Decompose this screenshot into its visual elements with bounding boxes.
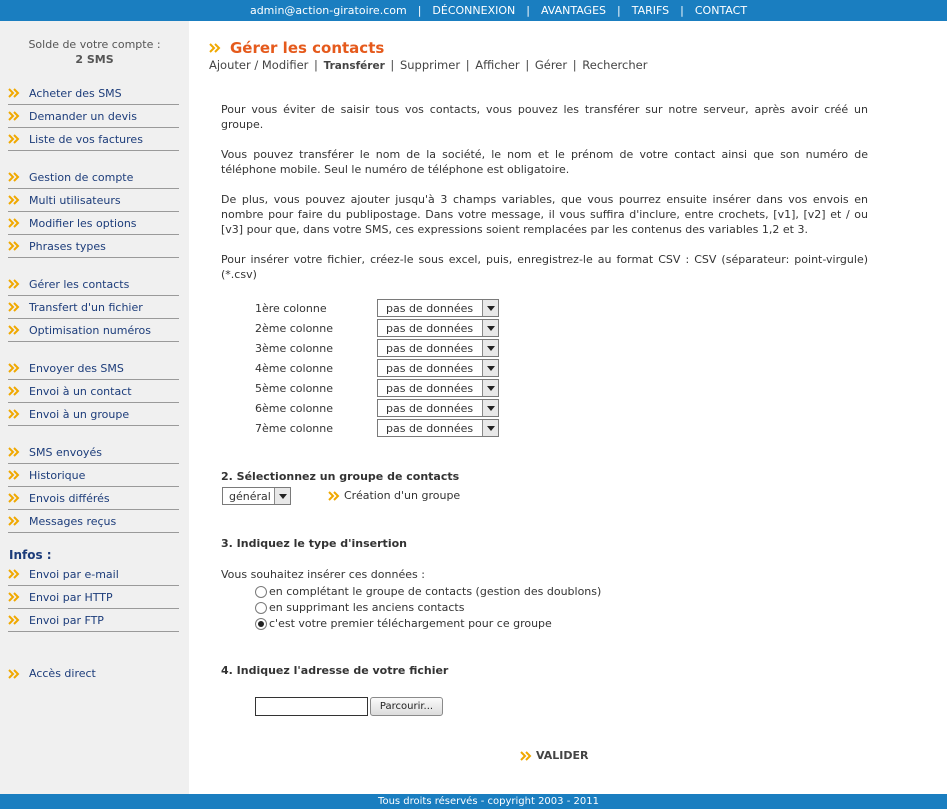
balance-label: Solde de votre compte :	[28, 38, 161, 51]
separator: |	[417, 4, 422, 17]
sidebar-item-label: Gérer les contacts	[29, 277, 130, 291]
double-chevron-icon	[8, 493, 21, 503]
sidebar-item-label: Acheter des SMS	[29, 86, 122, 100]
double-chevron-icon	[8, 569, 21, 579]
double-chevron-icon	[8, 241, 21, 251]
separator: |	[314, 58, 318, 72]
double-chevron-icon	[8, 386, 21, 396]
column-select-value: pas de données	[386, 301, 474, 315]
balance-value: 2 SMS	[75, 53, 114, 66]
insertion-option[interactable]	[255, 617, 552, 630]
validate-label: VALIDER	[536, 749, 589, 762]
sidebar	[0, 21, 189, 794]
radio-button[interactable]	[255, 618, 267, 630]
column-select-value: pas de données	[386, 321, 474, 335]
sidebar-item-label: Envoi à un contact	[29, 384, 132, 398]
double-chevron-icon	[8, 592, 21, 602]
chevron-down-icon	[482, 360, 498, 376]
double-chevron-icon	[8, 470, 21, 480]
sidebar-item[interactable]	[8, 357, 179, 380]
infos-item[interactable]	[8, 586, 179, 609]
column-row	[255, 359, 515, 379]
sidebar-item-label: Envoi à un groupe	[29, 407, 130, 421]
column-select-value: pas de données	[386, 341, 474, 355]
csv-paragraph: Pour insérer votre fichier, créez-le sous excel, puis, enregistrez-le au format CSV : CSV (séparateur: point-virgule) (*.csv)	[221, 253, 868, 281]
column-select[interactable]	[377, 299, 499, 317]
double-chevron-icon	[8, 325, 21, 335]
double-chevron-icon	[8, 134, 21, 144]
column-row	[255, 339, 515, 359]
sidebar-item[interactable]	[8, 380, 179, 403]
sidebar-item-label: Envoyer des SMS	[29, 361, 124, 375]
create-group-label: Création d'un groupe	[344, 489, 461, 502]
page-title-text: Gérer les contacts	[230, 39, 385, 57]
direct-access-label: Accès direct	[29, 667, 96, 680]
sidebar-item-label: Historique	[29, 468, 86, 482]
sidebar-item[interactable]	[8, 235, 179, 258]
sidebar-item-label: Demander un devis	[29, 109, 137, 123]
double-chevron-icon	[328, 491, 341, 501]
double-chevron-icon	[8, 195, 21, 205]
chevron-down-icon	[482, 300, 498, 316]
double-chevron-icon	[8, 172, 21, 182]
logout-link[interactable]: DÉCONNEXION	[432, 4, 516, 17]
column-label: 6ème colonne	[255, 402, 334, 415]
radio-button[interactable]	[255, 586, 267, 598]
sidebar-item[interactable]	[8, 441, 179, 464]
insertion-option[interactable]	[255, 585, 601, 598]
double-chevron-icon	[8, 218, 21, 228]
sidebar-item[interactable]	[8, 296, 179, 319]
copyright-text: Tous droits réservés - copyright 2003 - 2011	[378, 796, 599, 807]
column-select-value: pas de données	[386, 421, 474, 435]
column-select[interactable]	[377, 419, 499, 437]
insertion-option[interactable]	[255, 601, 464, 614]
column-label: 7ème colonne	[255, 422, 334, 435]
double-chevron-icon	[520, 751, 533, 761]
column-row	[255, 319, 515, 339]
separator: |	[390, 58, 395, 72]
double-chevron-icon	[8, 516, 21, 526]
sidebar-item-label: Messages reçus	[29, 514, 117, 528]
insertion-option-label: en complétant le groupe de contacts (gestion des doublons)	[269, 585, 602, 598]
footer	[0, 794, 947, 809]
chevron-down-icon	[274, 488, 290, 504]
insertion-option-label: c'est votre premier téléchargement pour ce groupe	[269, 617, 552, 630]
sidebar-item[interactable]	[8, 464, 179, 487]
column-select[interactable]	[377, 399, 499, 417]
sidebar-item[interactable]	[8, 319, 179, 342]
subnav-display[interactable]: Afficher	[475, 58, 520, 72]
infos-title: Infos :	[9, 548, 52, 562]
infos-item-label: Envoi par e-mail	[29, 567, 119, 581]
column-select-value: pas de données	[386, 381, 474, 395]
separator: |	[572, 58, 577, 72]
column-select-value: pas de données	[386, 361, 474, 375]
step4-title: 4. Indiquez l'adresse de votre fichier	[221, 664, 449, 677]
insertion-option-label: en supprimant les anciens contacts	[269, 601, 465, 614]
sub-navigation	[209, 58, 647, 72]
sidebar-item[interactable]	[8, 212, 179, 235]
separator: |	[525, 58, 530, 72]
chevron-down-icon	[482, 340, 498, 356]
sidebar-item[interactable]	[8, 510, 179, 533]
account-balance	[0, 37, 189, 67]
sidebar-item-label: Gestion de compte	[29, 170, 134, 184]
column-row	[255, 419, 515, 439]
group-select-value: général	[229, 489, 271, 503]
subnav-search[interactable]: Rechercher	[582, 58, 648, 72]
chevron-down-icon	[482, 320, 498, 336]
variables-paragraph: De plus, vous pouvez ajouter jusqu'à 3 champs variables, que vous pourrez ensuite insérer dans vos envois en nombre pour faire du publipostage. Dans votre message, il vous suffira d'inclure, entre crochets, [v1], [v2] et / ou [v3] pour que, dans votre SMS, ces expressions soient remplacées par les contenus des variables 1,2 et 3.	[221, 193, 868, 236]
column-row	[255, 399, 515, 419]
column-select[interactable]	[377, 319, 499, 337]
sidebar-item-label: Liste de vos factures	[29, 132, 143, 146]
double-chevron-icon	[8, 615, 21, 625]
direct-access-link[interactable]	[8, 662, 179, 685]
infos-item[interactable]	[8, 563, 179, 586]
sidebar-item-label: Multi utilisateurs	[29, 193, 121, 207]
sidebar-item-label: Modifier les options	[29, 216, 137, 230]
double-chevron-icon	[209, 43, 222, 53]
page-title	[209, 39, 384, 57]
double-chevron-icon	[8, 409, 21, 419]
column-select[interactable]	[377, 379, 499, 397]
validate-button[interactable]	[520, 749, 589, 762]
sidebar-item[interactable]	[8, 189, 179, 212]
sidebar-item[interactable]	[8, 166, 179, 189]
chevron-down-icon	[482, 400, 498, 416]
sidebar-item-label: Transfert d'un fichier	[29, 300, 143, 314]
double-chevron-icon	[8, 669, 21, 679]
column-row	[255, 379, 515, 399]
column-select[interactable]	[377, 359, 499, 377]
double-chevron-icon	[8, 111, 21, 121]
infos-item-label: Envoi par HTTP	[29, 590, 113, 604]
contact-link[interactable]: CONTACT	[694, 4, 748, 17]
sidebar-item[interactable]	[8, 273, 179, 296]
sidebar-item-label: Envois différés	[29, 491, 110, 505]
separator: |	[617, 4, 621, 17]
column-label: 1ère colonne	[255, 302, 327, 315]
separator: |	[465, 58, 470, 72]
pricing-link[interactable]: TARIFS	[631, 4, 670, 17]
column-select-value: pas de données	[386, 401, 474, 415]
advantages-link[interactable]: AVANTAGES	[540, 4, 607, 17]
sidebar-item[interactable]	[8, 82, 179, 105]
column-label: 5ème colonne	[255, 382, 334, 395]
sidebar-item-label: Optimisation numéros	[29, 323, 151, 337]
file-path-input[interactable]	[255, 697, 368, 716]
infos-item-label: Envoi par FTP	[29, 613, 104, 627]
sidebar-item[interactable]	[8, 487, 179, 510]
separator: |	[526, 4, 530, 17]
column-label: 2ème colonne	[255, 322, 334, 335]
column-row	[255, 299, 515, 319]
insertion-question: Vous souhaitez insérer ces données :	[221, 568, 425, 581]
sidebar-item[interactable]	[8, 105, 179, 128]
separator: |	[680, 4, 684, 17]
sidebar-item-label: Phrases types	[29, 239, 106, 253]
sidebar-item-label: SMS envoyés	[29, 445, 102, 459]
chevron-down-icon	[482, 380, 498, 396]
sidebar-item[interactable]	[8, 403, 179, 426]
subnav-add-modify[interactable]: Ajouter / Modifier	[209, 58, 309, 72]
fields-paragraph: Vous pouvez transférer le nom de la société, le nom et le prénom de votre contact ainsi que son numéro de téléphone mobile. Seul le numéro de téléphone est obligatoire.	[221, 148, 868, 176]
subnav-delete[interactable]: Supprimer	[399, 58, 461, 72]
column-label: 4ème colonne	[255, 362, 334, 375]
sidebar-item[interactable]	[8, 128, 179, 151]
subnav-transfer[interactable]: Transférer	[323, 60, 385, 72]
subnav-manage[interactable]: Gérer	[534, 58, 568, 72]
column-label: 3ème colonne	[255, 342, 334, 355]
radio-button[interactable]	[255, 602, 267, 614]
group-select[interactable]	[222, 487, 291, 505]
double-chevron-icon	[8, 302, 21, 312]
column-select[interactable]	[377, 339, 499, 357]
double-chevron-icon	[8, 363, 21, 373]
chevron-down-icon	[482, 420, 498, 436]
account-email-link[interactable]: admin@action-giratoire.com	[249, 4, 407, 17]
step3-title: 3. Indiquez le type d'insertion	[221, 537, 407, 550]
double-chevron-icon	[8, 447, 21, 457]
double-chevron-icon	[8, 88, 21, 98]
browse-button[interactable]: Parcourir...	[370, 697, 443, 716]
intro-paragraph: Pour vous éviter de saisir tous vos contacts, vous pouvez les transférer sur notre serveur, après avoir créé un groupe.	[221, 103, 868, 131]
main-content	[189, 21, 947, 794]
create-group-link[interactable]	[328, 489, 460, 502]
double-chevron-icon	[8, 279, 21, 289]
top-bar	[0, 0, 947, 21]
infos-item[interactable]	[8, 609, 179, 632]
step2-title: 2. Sélectionnez un groupe de contacts	[221, 470, 460, 483]
